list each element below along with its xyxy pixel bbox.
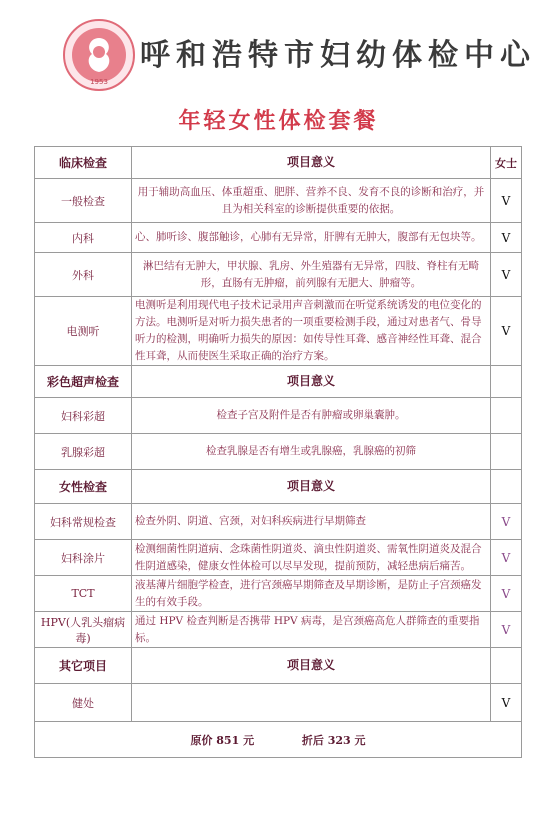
table-row [35,297,522,366]
item-desc: 检查外阴、阴道、宫颈，对妇科疾病进行早期筛查 [132,504,491,540]
section-header-row [35,648,522,684]
item-desc [132,684,491,722]
section-female: 女性检查 [35,470,132,504]
item-desc: 用于辅助高血压、体重超重、肥胖、营养不良、发育不良的诊断和治疗，并且为相关科室的诊断提供重要的依据。 [132,179,491,223]
total-row [35,722,522,758]
table-row [35,504,522,540]
item-name: 妇科常规检查 [35,504,132,540]
discount-price: 折后 323 元 [301,733,366,747]
col-header-clinical: 临床检查 [35,147,132,179]
item-name: 乳腺彩超 [35,434,132,470]
table-row [35,398,522,434]
package-title: 年轻女性体检套餐 [178,108,379,134]
check-mark: V [491,179,522,223]
col-header-female: 女士 [491,147,522,179]
package-table [34,146,522,758]
table-row [35,576,522,612]
section-meaning: 项目意义 [132,366,491,398]
item-name: 内科 [35,223,132,253]
org-name: 呼和浩特市妇幼体检中心 [140,38,536,73]
item-name: 妇科涂片 [35,540,132,576]
check-mark: V [491,253,522,297]
svg-text:1953: 1953 [90,78,108,86]
table-row [35,612,522,648]
table-row [35,223,522,253]
check-mark [491,398,522,434]
check-mark: V [491,576,522,612]
item-desc: 检测细菌性阴道病、念珠菌性阴道炎、滴虫性阴道炎、需氧性阴道炎及混合性阴道感染，健康女性体检可以尽早发现，提前预防，减轻患病后痛苦。 [132,540,491,576]
item-desc: 通过 HPV 检查判断是否携带 HPV 病毒，是宫颈癌高危人群筛查的重要指标。 [132,612,491,648]
item-desc: 电测听是利用现代电子技术记录用声音刺激而在听觉系统诱发的电位变化的方法。电测听是对听力损失患者的一项重要检测手段，通过对患者气、骨导听力的检测，明确听力损失的原因：如传导性耳聋、感音神经性耳聋、混合性耳聋，从而使医生采取正确的治疗方案。 [132,297,491,366]
check-mark: V [491,297,522,366]
item-desc: 检查子宫及附件是否有肿瘤或卵巢囊肿。 [132,398,491,434]
table-row [35,434,522,470]
check-mark: V [491,504,522,540]
item-desc: 心、肺听诊、腹部触诊，心肺有无异常，肝脾有无肿大，腹部有无包块等。 [132,223,491,253]
item-desc: 检查乳腺是否有增生或乳腺癌，乳腺癌的初筛 [132,434,491,470]
section-header-row [35,366,522,398]
section-ultrasound: 彩色超声检查 [35,366,132,398]
item-name: 健处 [35,684,132,722]
table-row [35,540,522,576]
section-meaning: 项目意义 [132,648,491,684]
section-meaning: 项目意义 [132,470,491,504]
item-name: 一般检查 [35,179,132,223]
check-mark: V [491,684,522,722]
col-header-meaning: 项目意义 [132,147,491,179]
table-row [35,179,522,223]
item-name: HPV(人乳头瘤病毒) [35,612,132,648]
item-name: 外科 [35,253,132,297]
check-mark: V [491,223,522,253]
check-mark: V [491,540,522,576]
check-mark [491,434,522,470]
table-row [35,253,522,297]
check-mark: V [491,612,522,648]
table-row [35,684,522,722]
item-name: TCT [35,576,132,612]
item-desc: 液基薄片细胞学检查，进行宫颈癌早期筛查及早期诊断，是防止子宫颈癌发生的有效手段。 [132,576,491,612]
table-header-row [35,147,522,179]
section-header-row [35,470,522,504]
item-desc: 淋巴结有无肿大，甲状腺、乳房、外生殖器有无异常，四肢、脊柱有无畸形，直肠有无肿瘤，前列腺有无肥大、肿瘤等。 [132,253,491,297]
item-name: 妇科彩超 [35,398,132,434]
original-price: 原价 851 元 [190,733,255,747]
hospital-logo [62,18,136,92]
section-other: 其它项目 [35,648,132,684]
item-name: 电测听 [35,297,132,366]
